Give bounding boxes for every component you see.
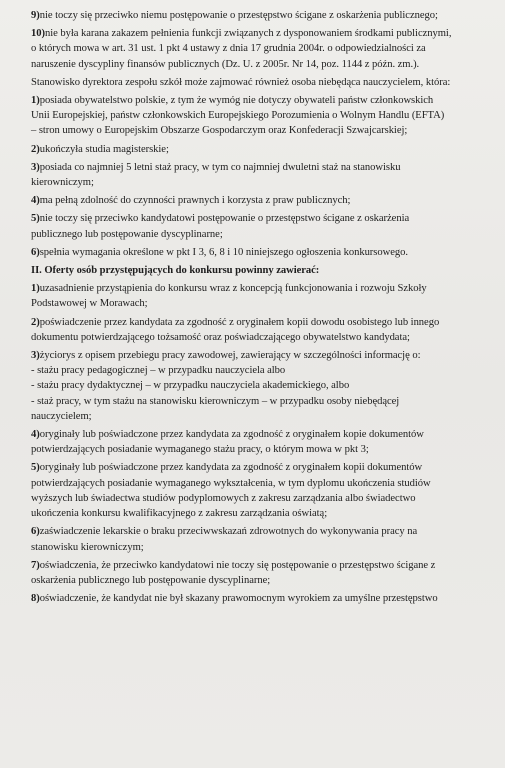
item-number: 10) xyxy=(31,28,45,40)
text-line xyxy=(31,476,483,491)
list-item xyxy=(31,75,483,90)
item-text: dokumentu potwierdzającego tożsamość oraz poświadczającego obywatelstwo kandydata; xyxy=(31,331,410,343)
text-line xyxy=(31,591,483,606)
item-number: 5) xyxy=(31,462,40,474)
text-line xyxy=(31,93,483,108)
item-text: posiada co najmniej 5 letni staż pracy, w tym co najmniej dwuletni staż na stanowisku xyxy=(39,161,401,173)
text-line xyxy=(31,75,483,90)
item-text: potwierdzających posiadanie wymaganego wykształcenia, w tym dyplomu ukończenia studiów xyxy=(31,477,431,489)
item-text: nie była karana zakazem pełnienia funkcji związanych z dysponowaniem środkami publicznymi, xyxy=(44,28,452,40)
item-text: nauczycielem; xyxy=(31,410,92,422)
list-item xyxy=(31,26,483,72)
text-line xyxy=(31,363,483,378)
list-item xyxy=(31,591,483,606)
text-line xyxy=(31,378,483,393)
item-number: 6) xyxy=(31,246,40,258)
item-text: ukończenia konkursu kwalifikacyjnego z zakresu zarządzania oświatą; xyxy=(31,508,328,520)
item-text: poświadczenie przez kandydata za zgodność z oryginałem kopii dowodu osobistego lub innego xyxy=(39,316,440,328)
text-line xyxy=(31,8,483,23)
item-text: publicznego lub postępowanie dyscyplinarne; xyxy=(31,228,223,240)
section-heading: II. Oferty osób przystępujących do konkursu powinny zawierać: xyxy=(31,265,320,277)
list-item xyxy=(31,558,483,588)
list-item xyxy=(31,427,483,457)
text-line xyxy=(31,409,483,424)
text-line xyxy=(31,460,483,475)
list-item xyxy=(31,524,483,554)
item-text: posiada obywatelstwo polskie, z tym że wymóg nie dotyczy obywateli państw członkowskich xyxy=(39,95,434,107)
item-text: uzasadnienie przystąpienia do konkursu wraz z koncepcją funkcjonowania i rozwoju Szkoły xyxy=(39,283,427,295)
list-item xyxy=(31,348,483,424)
list-item xyxy=(31,93,483,139)
text-line xyxy=(31,427,483,442)
text-line xyxy=(31,41,483,56)
item-number: 5) xyxy=(31,213,40,225)
text-line xyxy=(31,26,483,41)
conditions-list xyxy=(31,8,483,260)
item-text: Stanowisko dyrektora zespołu szkół może zajmować również osoba niebędąca nauczycielem, która: xyxy=(31,76,451,88)
item-text: o których mowa w art. 31 ust. 1 pkt 4 ustawy z dnia 17 grudnia 2004r. o odpowiedzialności za xyxy=(31,43,426,55)
item-text: nie toczy się przeciwko kandydatowi postępowanie o przestępstwo ścigane z oskarżenia xyxy=(39,213,410,225)
text-line xyxy=(31,296,483,311)
text-line xyxy=(31,315,483,330)
item-text: - stażu pracy pedagogicznej – w przypadku nauczyciela albo xyxy=(31,365,286,377)
text-line xyxy=(31,524,483,539)
text-line xyxy=(31,123,483,138)
item-text: stanowisku kierowniczym; xyxy=(31,541,144,553)
offer-requirements-list xyxy=(31,281,483,606)
item-number: 3) xyxy=(31,350,40,362)
list-item xyxy=(31,281,483,311)
text-line xyxy=(31,330,483,345)
item-number: 4) xyxy=(31,429,40,441)
text-line xyxy=(31,175,483,190)
text-line xyxy=(31,245,483,260)
text-line xyxy=(31,348,483,363)
text-line xyxy=(31,491,483,506)
item-text: oryginały lub poświadczone przez kandydata za zgodność z oryginałem kopie dokumentów xyxy=(39,429,424,441)
item-number: 1) xyxy=(31,95,40,107)
item-number: 4) xyxy=(31,195,40,207)
item-text: Unii Europejskiej, państw członkowskich Europejskiego Porozumienia o Wolnym Handlu (EFTA) xyxy=(31,110,445,122)
text-line xyxy=(31,142,483,157)
item-text: spełnia wymagania określone w pkt I 3, 6, 8 i 10 niniejszego ogłoszenia konkursowego. xyxy=(39,246,408,258)
item-number: 8) xyxy=(31,593,40,605)
item-text: zaświadczenie lekarskie o braku przeciwwskazań zdrowotnych do wykonywania pracy na xyxy=(39,526,418,538)
item-number: 2) xyxy=(31,316,40,328)
item-text: – stron umowy o Europejskim Obszarze Gospodarczym oraz Konfederacji Szwajcarskiej; xyxy=(31,125,408,137)
item-number: 9) xyxy=(31,10,40,21)
item-text: oskarżenia publicznego lub postępowanie dyscyplinarne; xyxy=(31,574,271,586)
text-line xyxy=(31,394,483,409)
list-item xyxy=(31,211,483,241)
item-text: oświadczenia, że przeciwko kandydatowi nie toczy się postępowanie o przestępstwo ścigane z xyxy=(39,559,436,571)
item-text: życiorys z opisem przebiegu pracy zawodowej, zawierający w szczególności informację o: xyxy=(39,350,421,362)
list-item xyxy=(31,193,483,208)
item-text: - staż pracy, w tym stażu na stanowisku kierowniczym – w przypadku osoby niebędącej xyxy=(31,395,400,407)
item-text: potwierdzających posiadanie wymaganego stażu pracy, o którym mowa w pkt 3; xyxy=(31,444,369,456)
text-line xyxy=(31,108,483,123)
item-text: oryginały lub poświadczone przez kandydata za zgodność z oryginałem kopii dokumentów xyxy=(39,462,423,474)
text-line xyxy=(31,211,483,226)
list-item xyxy=(31,245,483,260)
text-line xyxy=(31,193,483,208)
list-item xyxy=(31,142,483,157)
item-number: 2) xyxy=(31,143,40,155)
text-line xyxy=(31,573,483,588)
text-line xyxy=(31,227,483,242)
item-text: ukończyła studia magisterskie; xyxy=(39,143,169,155)
item-text: Podstawowej w Morawach; xyxy=(31,298,148,310)
item-number: 6) xyxy=(31,526,40,538)
item-text: kierowniczym; xyxy=(31,177,94,189)
text-line xyxy=(31,57,483,72)
item-number: 3) xyxy=(31,161,40,173)
list-item xyxy=(31,160,483,190)
list-item xyxy=(31,460,483,521)
text-line xyxy=(31,558,483,573)
item-text: - stażu pracy dydaktycznej – w przypadku nauczyciela akademickiego, albo xyxy=(31,380,350,392)
item-text: oświadczenie, że kandydat nie był skazany prawomocnym wyrokiem za umyślne przestępstwo xyxy=(39,593,438,605)
list-item xyxy=(31,8,483,23)
item-text: wyższych lub świadectwa studiów podyplomowych z zakresu zarządzania albo świadectwo xyxy=(31,492,416,504)
text-line xyxy=(31,442,483,457)
text-line xyxy=(31,540,483,555)
item-number: 1) xyxy=(31,283,40,295)
text-line xyxy=(31,281,483,296)
item-text: naruszenie dyscypliny finansów publicznych (Dz. U. z 2005r. Nr 14, poz. 1144 z późn. zm.). xyxy=(31,58,420,70)
item-number: 7) xyxy=(31,559,40,571)
list-item xyxy=(31,315,483,345)
text-line xyxy=(31,506,483,521)
item-text: ma pełną zdolność do czynności prawnych i korzysta z praw publicznych; xyxy=(39,195,351,207)
text-line xyxy=(31,160,483,175)
item-text: nie toczy się przeciwko niemu postępowanie o przestępstwo ścigane z oskarżenia publicznego; xyxy=(39,10,438,21)
